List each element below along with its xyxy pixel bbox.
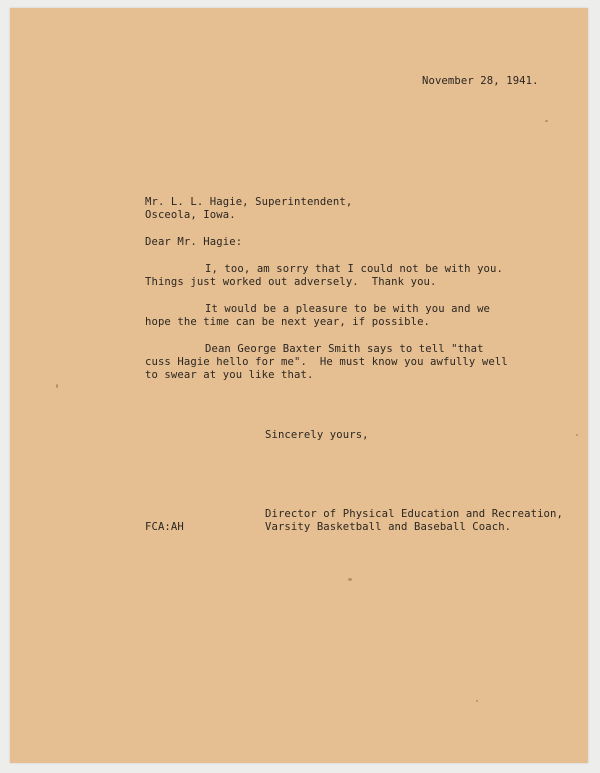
- paper-speck: [476, 700, 478, 702]
- salutation: Dear Mr. Hagie:: [145, 236, 243, 248]
- paragraph-1-line-1: I, too, am sorry that I could not be with you.: [205, 263, 503, 275]
- recipient-line-2: Osceola, Iowa.: [145, 209, 236, 221]
- recipient-line-1: Mr. L. L. Hagie, Superintendent,: [145, 196, 353, 208]
- paragraph-3-line-1: Dean George Baxter Smith says to tell "that: [205, 343, 484, 355]
- signature-line-1: Director of Physical Education and Recreation,: [265, 508, 563, 520]
- paragraph-3-line-2: cuss Hagie hello for me". He must know you awfully well: [145, 356, 508, 368]
- signature-line-2: Varsity Basketball and Baseball Coach.: [265, 521, 512, 533]
- letter-date: November 28, 1941.: [422, 75, 539, 87]
- paper-speck: [56, 384, 58, 388]
- paragraph-1-line-2: Things just worked out adversely. Thank you.: [145, 276, 437, 288]
- closing: Sincerely yours,: [265, 429, 369, 441]
- paper-speck: [576, 434, 578, 436]
- paragraph-3-line-3: to swear at you like that.: [145, 369, 314, 381]
- paper-speck: [348, 578, 352, 581]
- letter-page: [10, 8, 588, 763]
- paragraph-2-line-1: It would be a pleasure to be with you and we: [205, 303, 491, 315]
- paper-speck: [545, 120, 548, 122]
- paragraph-2-line-2: hope the time can be next year, if possible.: [145, 316, 431, 328]
- typist-initials: FCA:AH: [145, 521, 184, 533]
